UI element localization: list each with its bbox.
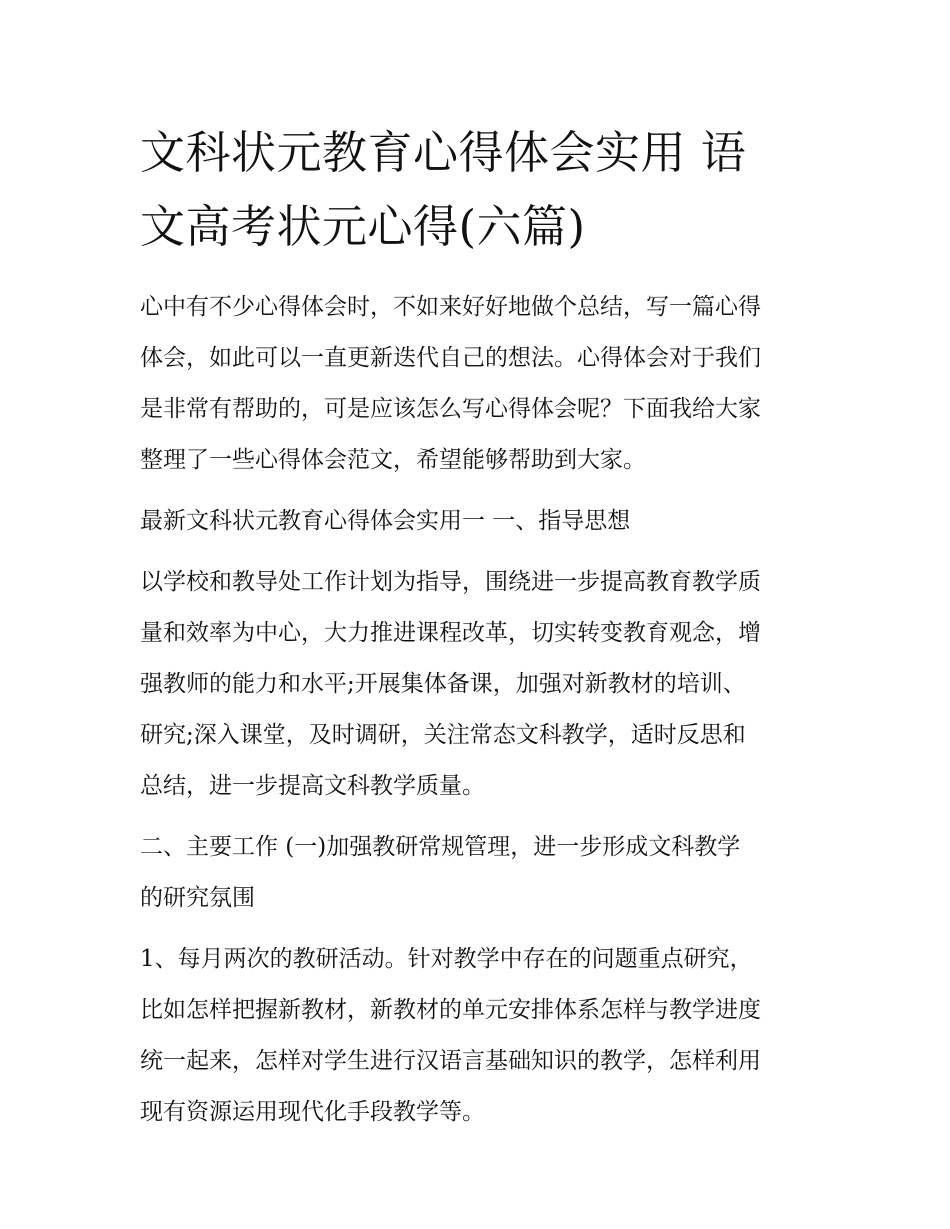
text-line: 1、每月两次的教研活动。针对教学中存在的问题重点研究， — [140, 946, 753, 972]
guiding-thought-paragraph — [140, 557, 830, 812]
text-line: 量和效率为中心，大力推进课程改革，切实转变教育观念，增 — [140, 620, 761, 646]
text-line: 最新文科状元教育心得体会实用一 一、指导思想 — [140, 508, 631, 534]
text-line: 体会，如此可以一直更新迭代自己的想法。心得体会对于我们 — [140, 345, 761, 371]
document-body — [140, 282, 830, 1148]
text-line: 二、主要工作 (一)加强教研常规管理，进一步形成文科教学 — [140, 834, 741, 860]
text-line: 强教师的能力和水平;开展集体备课，加强对新教材的培训、 — [140, 671, 746, 697]
section-heading-paragraph — [140, 496, 830, 547]
text-line: 心中有不少心得体会时，不如来好好地做个总结，写一篇心得 — [140, 294, 761, 320]
text-line: 统一起来，怎样对学生进行汉语言基础知识的教学，怎样利用 — [140, 1048, 761, 1074]
title-line: 文高考状元心得(六篇) — [140, 200, 586, 253]
activity-paragraph — [140, 934, 830, 1138]
text-line: 的研究氛围 — [140, 885, 255, 911]
intro-paragraph — [140, 282, 830, 486]
document-title — [140, 116, 820, 264]
main-work-paragraph — [140, 822, 830, 924]
text-line: 比如怎样把握新教材，新教材的单元安排体系怎样与教学进度 — [140, 997, 761, 1023]
text-line: 以学校和教导处工作计划为指导，围绕进一步提高教育教学质 — [140, 569, 761, 595]
text-line: 总结，进一步提高文科教学质量。 — [140, 773, 485, 799]
text-line: 研究;深入课堂，及时调研，关注常态文科教学，适时反思和 — [140, 722, 746, 748]
title-line: 文科状元教育心得体会实用 语 — [140, 126, 747, 179]
text-line: 是非常有帮助的，可是应该怎么写心得体会呢？下面我给大家 — [140, 396, 761, 422]
text-line: 现有资源运用现代化手段教学等。 — [140, 1099, 485, 1125]
text-line: 整理了一些心得体会范文，希望能够帮助到大家。 — [140, 447, 646, 473]
